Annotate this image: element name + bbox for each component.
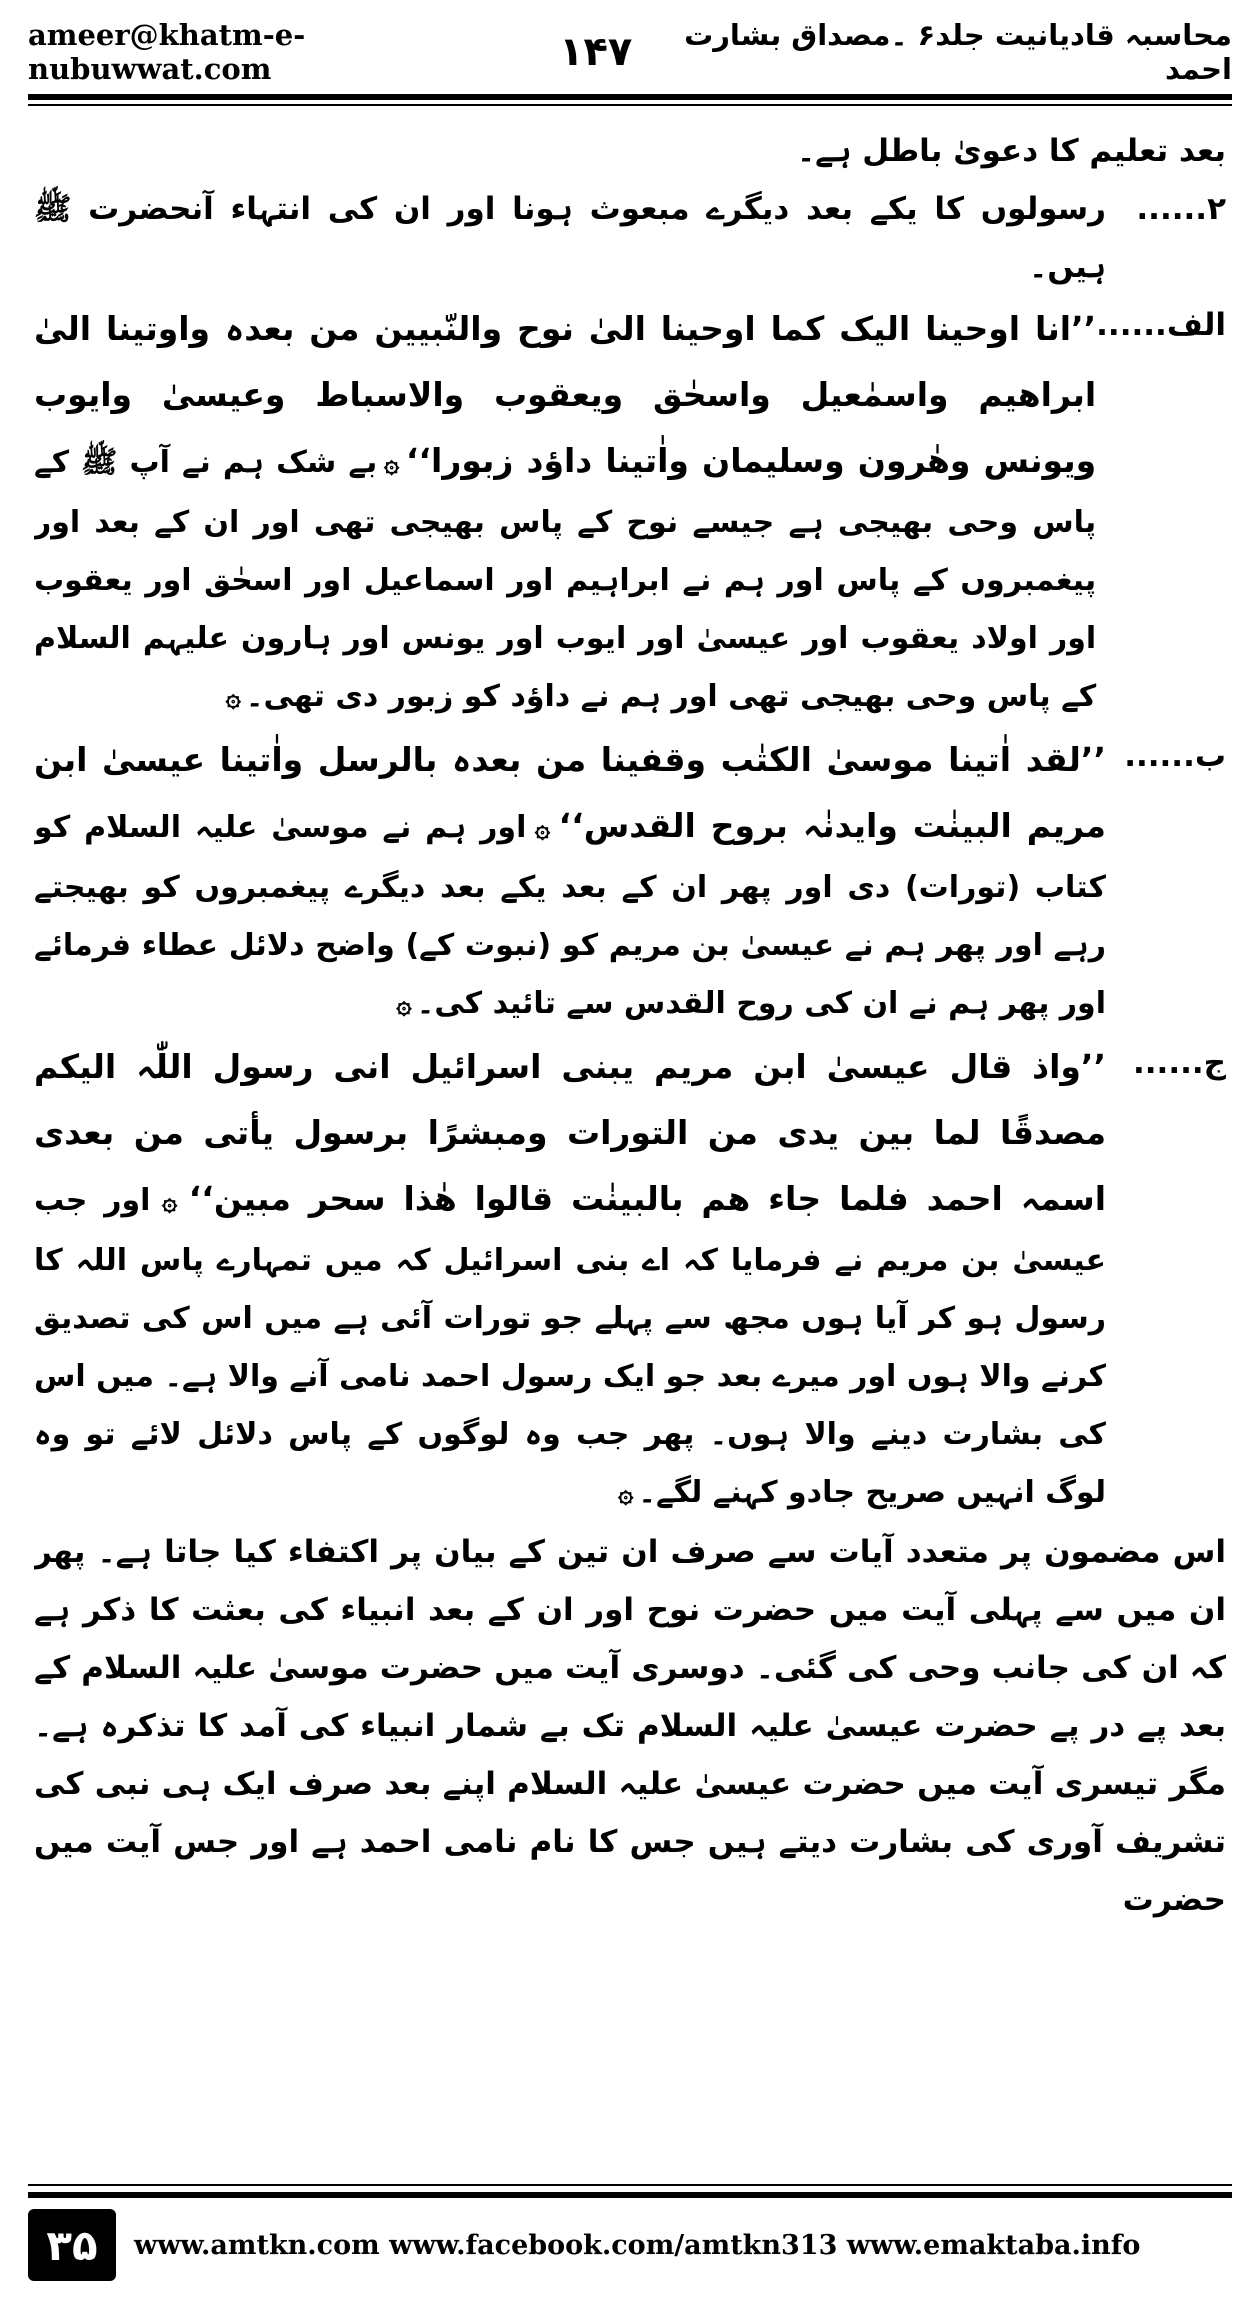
ornament-icon: ۞ [225, 683, 241, 713]
header-rule-thin [28, 104, 1232, 106]
section-alif-body [34, 296, 1096, 727]
section-alif-urdu: بے شک ہم نے آپ ﷺ کے پاس وحی بھیجی ہے جیسے نوح کے پاس بھیجی تھی اور ان کے بعد اور پیغمبروں کے پاس اور ہم نے ابراہیم اور اسماعیل اور اسحٰق اور یعقوب اور اولاد یعقوب اور عیسیٰ اور ایوب اور یونس اور ہارون علیہم السلام کے پاس وحی بھیجی تھی اور ہم نے داؤد کو زبور دی تھی۔ [34, 445, 1097, 714]
ornament-icon: ۞ [396, 990, 412, 1020]
point-2-marker: ۲...... [1136, 191, 1226, 227]
point-2-text: رسولوں کا یکے بعد دیگرے مبعوث ہونا اور ان کی انتہاء آنحضرت ﷺ ہیں۔ [34, 191, 1106, 285]
section-jeem-marker: ج...... [1133, 1045, 1226, 1081]
section-jeem-arabic: ’’واذ قال عیسیٰ ابن مریم یبنی اسرائیل انی رسول اللّٰہ الیکم مصدقًا لما بین یدی من التورات ومبشرًا برسول یأتی من بعدی اسمہ احمد فلما جاء ھم بالبینٰت قالوا ھٰذا سحر مبین‘‘ [34, 1047, 1107, 1218]
section-be-urdu: اور ہم نے موسیٰ علیہ السلام کو کتاب (تورات) دی اور پھر ان کے بعد یکے بعد دیگرے پیغمبروں کو بھیجتے رہے اور پھر ہم نے عیسیٰ بن مریم کو (نبوت کے) واضح دلائل عطاء فرمائے اور پھر ہم نے ان کی روح القدس سے تائید کی۔ [34, 810, 1106, 1021]
ornament-icon: ۞ [383, 449, 400, 479]
section-alif-marker: الف...... [1096, 307, 1226, 343]
page-footer [28, 2206, 1232, 2284]
closing-paragraph: اس مضمون پر متعدد آیات سے صرف ان تین کے بیان پر اکتفاء کیا جاتا ہے۔ پھر ان میں سے پہلی آیت میں حضرت نوح اور ان کے بعد انبیاء کی بعثت کا ذکر ہے کہ ان کی جانب وحی کی گئی۔ دوسری آیت میں حضرت موسیٰ علیہ السلام کے بعد پے در پے حضرت عیسیٰ علیہ السلام تک بے شمار انبیاء کی آمد کا تذکرہ ہے۔ مگر تیسری آیت میں حضرت عیسیٰ علیہ السلام اپنے بعد صرف ایک ہی نبی کی تشریف آوری کی بشارت دیتے ہیں جس کا نام نامی احمد ہے اور جس آیت میں حضرت [34, 1534, 1226, 1918]
footer-rule-thin [28, 2184, 1232, 2186]
section-jeem-urdu: اور جب عیسیٰ بن مریم نے فرمایا کہ اے بنی اسرائیل کہ میں تمہارے پاس اللہ کا رسول ہو کر آیا ہوں مجھ سے پہلے جو تورات آئی ہے میں اس کی تصدیق کرنے والا ہوں اور میرے بعد جو ایک رسول احمد نامی آنے والا ہے۔ میں اس کی بشارت دینے والا ہوں۔ پھر جب وہ لوگوں کے پاس دلائل لائے تو وہ لوگ انہیں صریح جادو کہنے لگے۔ [34, 1183, 1106, 1510]
ornament-icon: ۞ [162, 1187, 178, 1217]
section-alif-arabic: ’’انا اوحینا الیک کما اوحینا الیٰ نوح والنّبیین من بعدہ واوتینا الیٰ ابراھیم واسمٰعیل واسحٰق ویعقوب والاسباط وعیسیٰ وایوب ویونس وھٰرون وسلیمان واٰتینا داؤد زبورا‘‘ [34, 309, 1097, 480]
ornament-icon: ۞ [534, 814, 551, 844]
section-be-marker: ب...... [1124, 738, 1226, 774]
header-email[interactable]: ameer@khatm-e-nubuwwat.com [28, 18, 306, 86]
running-title: محاسبہ قادیانیت جلد۶ ۔مصداق بشارت احمد [684, 18, 1232, 86]
section-jeem-body [34, 1034, 1106, 1523]
section-jeem [34, 1034, 1226, 1523]
section-be-body [34, 727, 1106, 1034]
footer-links[interactable]: www.amtkn.com www.facebook.com/amtkn313 www.emaktaba.info [134, 2229, 1141, 2261]
section-be-arabic: ’’لقد اٰتینا موسیٰ الکتٰب وقفینا من بعدہ بالرسل واٰتینا عیسیٰ ابن مریم البینٰت وایدنٰہ بروح القدس‘‘ [34, 740, 1106, 845]
intro-line: بعد تعلیم کا دعویٰ باطل ہے۔ [796, 133, 1226, 169]
footer-rule-thick [28, 2192, 1232, 2198]
point-2 [34, 180, 1226, 296]
footer-page-number: ۳۵ [28, 2209, 116, 2281]
header-left [28, 18, 632, 86]
ornament-icon: ۞ [618, 1479, 634, 1509]
page-header [28, 18, 1232, 86]
header-rule-thick [28, 94, 1232, 100]
header-page-number: ۱۴۷ [559, 29, 633, 75]
section-alif [34, 296, 1226, 727]
section-be [34, 727, 1226, 1034]
page-content [34, 122, 1226, 2162]
